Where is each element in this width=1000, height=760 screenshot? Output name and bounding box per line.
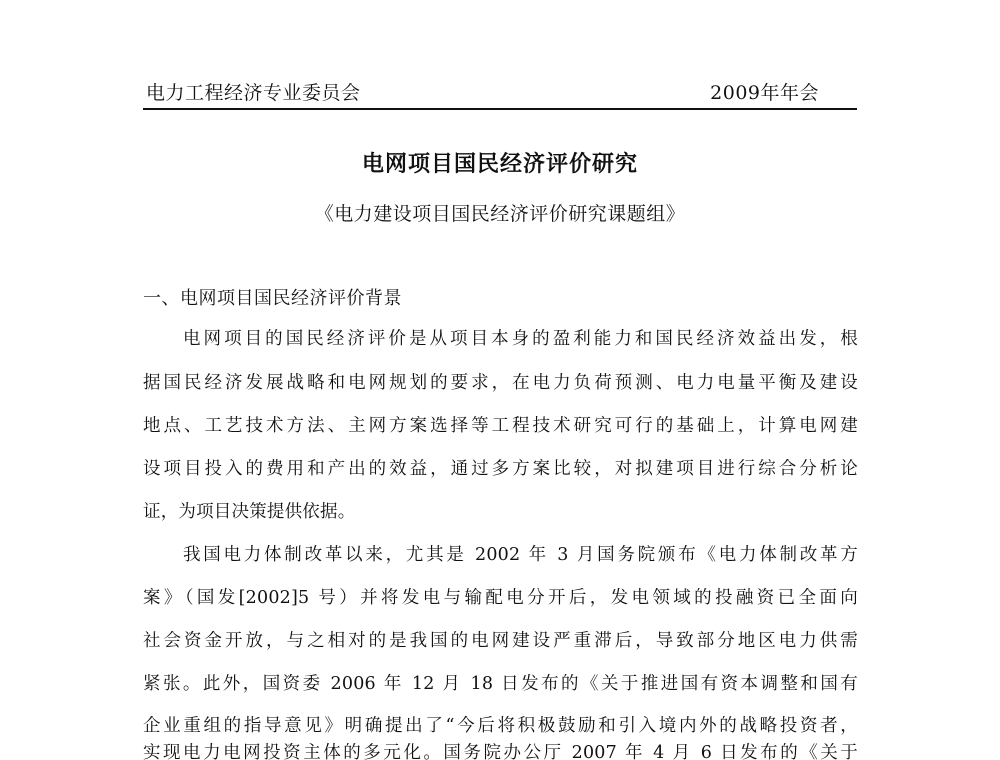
- paragraph-2-line-2: 案》（国发[2002]5 号）并将发电与输配电分开后，发电领域的投融资已全面向: [143, 588, 858, 608]
- header-meeting: 2009年年会: [710, 82, 819, 104]
- page-header: [143, 80, 857, 110]
- paragraph-2-line-1: 我国电力体制改革以来，尤其是 2002 年 3 月国务院颁布《电力体制改革方: [183, 545, 858, 565]
- paragraph-1-line-4: 设项目投入的费用和产出的效益，通过多方案比较，对拟建项目进行综合分析论: [143, 459, 858, 479]
- header-organization: 电力工程经济专业委员会: [146, 82, 361, 104]
- paragraph-2-line-3: 社会资金开放，与之相对的是我国的电网建设严重滞后，导致部分地区电力供需: [143, 631, 858, 651]
- paper-author-group: 《电力建设项目国民经济评价研究课题组》: [314, 203, 686, 225]
- paragraph-1-line-3: 地点、工艺技术方法、主网方案选择等工程技术研究可行的基础上，计算电网建: [143, 416, 858, 436]
- paragraph-1-line-2: 据国民经济发展战略和电网规划的要求，在电力负荷预测、电力电量平衡及建设: [143, 373, 858, 393]
- paragraph-2-line-5: 企业重组的指导意见》明确提出了“今后将积极鼓励和引入境内外的战略投资者，: [143, 716, 858, 736]
- paragraph-2-line-4: 紧张。此外，国资委 2006 年 12 月 18 日发布的《关于推进国有资本调整和国有: [143, 674, 858, 694]
- section-heading: 一、电网项目国民经济评价背景: [143, 288, 402, 309]
- paragraph-1-line-5: 证，为项目决策提供依据。: [143, 502, 356, 522]
- paragraph-2-line-6: 实现电力电网投资主体的多元化。国务院办公厅 2007 年 4 月 6 日发布的《关于: [143, 743, 858, 760]
- paper-title: 电网项目国民经济评价研究: [361, 151, 638, 177]
- paragraph-1-line-1: 电网项目的国民经济评价是从项目本身的盈利能力和国民经济效益出发，根: [183, 329, 858, 349]
